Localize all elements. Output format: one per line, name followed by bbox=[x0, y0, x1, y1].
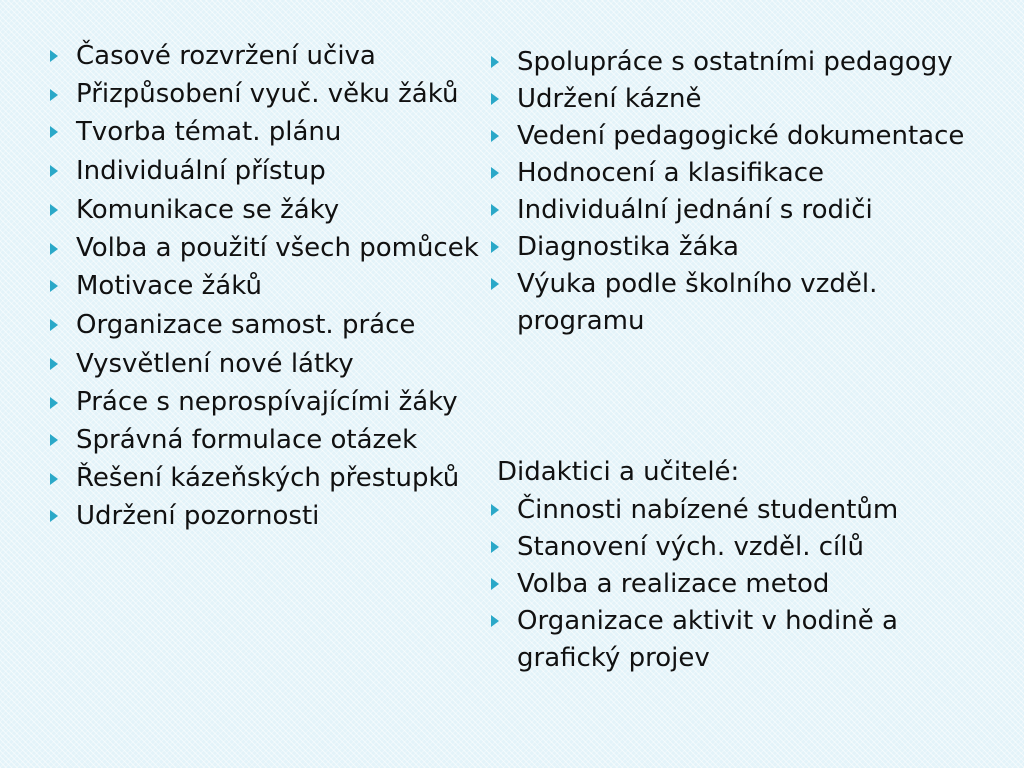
list-item-label: Udržení kázně bbox=[517, 84, 702, 114]
list-item bbox=[489, 492, 1009, 529]
list-item-label: Volba a realizace metod bbox=[517, 569, 830, 599]
triangle-bullet-icon bbox=[50, 50, 58, 62]
triangle-bullet-icon bbox=[491, 541, 499, 553]
list-item-label: Volba a použití všech pomůcek bbox=[76, 233, 479, 263]
list-item bbox=[489, 192, 1009, 229]
list-item-label: Organizace aktivit v hodině a grafický projev bbox=[517, 606, 898, 673]
triangle-bullet-icon bbox=[50, 89, 58, 101]
list-item bbox=[489, 529, 1009, 566]
triangle-bullet-icon bbox=[50, 473, 58, 485]
list-item bbox=[48, 309, 488, 342]
list-item-label: Individuální přístup bbox=[76, 156, 326, 186]
list-item bbox=[48, 387, 488, 418]
list-item bbox=[48, 500, 488, 533]
triangle-bullet-icon bbox=[491, 578, 499, 590]
list-item bbox=[48, 233, 488, 264]
triangle-bullet-icon bbox=[50, 397, 58, 409]
triangle-bullet-icon bbox=[491, 167, 499, 179]
triangle-bullet-icon bbox=[491, 504, 499, 516]
list-item bbox=[489, 229, 1009, 266]
list-item bbox=[489, 603, 1009, 677]
left-column-list bbox=[48, 40, 488, 539]
triangle-bullet-icon bbox=[50, 358, 58, 370]
list-item-label: Stanovení vých. vzděl. cílů bbox=[517, 532, 864, 562]
list-item bbox=[48, 79, 488, 110]
list-item-label: Časové rozvržení učiva bbox=[76, 41, 376, 71]
triangle-bullet-icon bbox=[491, 241, 499, 253]
list-item-label: Organizace samost. práce bbox=[76, 310, 416, 340]
list-item-label: Přizpůsobení vyuč. věku žáků bbox=[76, 79, 459, 109]
list-item bbox=[48, 270, 488, 303]
list-item bbox=[48, 116, 488, 149]
list-item-label: Komunikace se žáky bbox=[76, 195, 340, 225]
list-item-label: Vedení pedagogické dokumentace bbox=[517, 121, 965, 151]
list-item bbox=[489, 81, 1009, 118]
list-item bbox=[48, 194, 488, 227]
triangle-bullet-icon bbox=[50, 510, 58, 522]
list-item-label: Hodnocení a klasifikace bbox=[517, 158, 824, 188]
list-item bbox=[48, 40, 488, 73]
right-column-list bbox=[489, 44, 1009, 340]
list-item-label: Práce s neprospívajícími žáky bbox=[76, 387, 458, 417]
list-item bbox=[48, 155, 488, 188]
list-item-label: Spolupráce s ostatními pedagogy bbox=[517, 47, 953, 77]
triangle-bullet-icon bbox=[50, 280, 58, 292]
triangle-bullet-icon bbox=[50, 126, 58, 138]
list-item-label: Udržení pozornosti bbox=[76, 501, 320, 531]
list-item-label: Vysvětlení nové látky bbox=[76, 349, 354, 379]
triangle-bullet-icon bbox=[491, 130, 499, 142]
didactics-list bbox=[489, 492, 1009, 677]
list-item bbox=[48, 463, 488, 494]
list-item-label: Diagnostika žáka bbox=[517, 232, 739, 262]
list-item-label: Správná formulace otázek bbox=[76, 425, 418, 455]
triangle-bullet-icon bbox=[50, 434, 58, 446]
list-item bbox=[489, 118, 1009, 155]
triangle-bullet-icon bbox=[50, 243, 58, 255]
list-item-label: Tvorba témat. plánu bbox=[76, 117, 342, 147]
list-item-label: Individuální jednání s rodiči bbox=[517, 195, 873, 225]
triangle-bullet-icon bbox=[491, 615, 499, 627]
triangle-bullet-icon bbox=[50, 319, 58, 331]
triangle-bullet-icon bbox=[491, 56, 499, 68]
section-heading: Didaktici a učitelé: bbox=[497, 457, 740, 487]
list-item bbox=[48, 424, 488, 457]
triangle-bullet-icon bbox=[491, 204, 499, 216]
triangle-bullet-icon bbox=[50, 204, 58, 216]
triangle-bullet-icon bbox=[491, 93, 499, 105]
list-item-label: Řešení kázeňských přestupků bbox=[76, 463, 460, 493]
list-item-label: Výuka podle školního vzděl. programu bbox=[517, 269, 878, 336]
list-item bbox=[489, 266, 1009, 340]
triangle-bullet-icon bbox=[491, 278, 499, 290]
list-item bbox=[48, 348, 488, 381]
list-item bbox=[489, 566, 1009, 603]
list-item-label: Motivace žáků bbox=[76, 271, 262, 301]
list-item bbox=[489, 155, 1009, 192]
triangle-bullet-icon bbox=[50, 165, 58, 177]
list-item bbox=[489, 44, 1009, 81]
list-item-label: Činnosti nabízené studentům bbox=[517, 495, 899, 525]
